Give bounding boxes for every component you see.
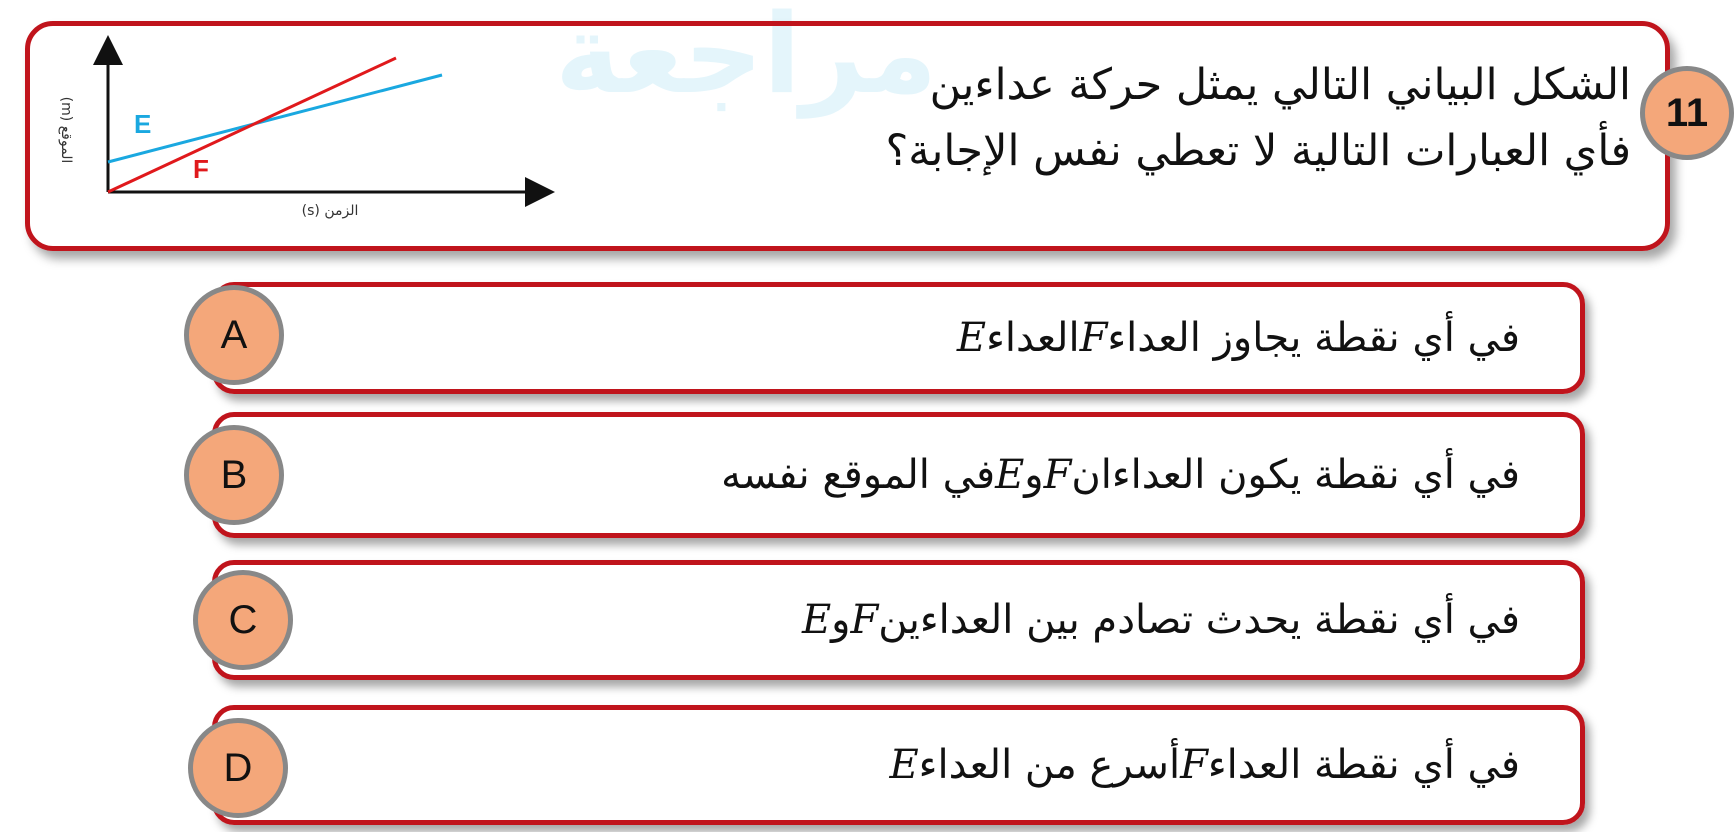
option-d-card[interactable]: [212, 705, 1585, 825]
option-d-letter-badge[interactable]: D: [188, 718, 288, 818]
series-f-label: F: [193, 154, 209, 184]
option-d-text: في أي نقطة العداء F أسرع من العداء E: [889, 742, 1520, 788]
question-text: [731, 52, 1631, 184]
option-a-card[interactable]: [212, 282, 1585, 394]
option-a-text: في أي نقطة يجاوز العداء F العداء E: [956, 315, 1520, 361]
x-axis-label: الزمن (s): [301, 203, 359, 219]
question-line-1: الشكل البياني التالي يمثل حركة عداءين: [929, 60, 1631, 110]
option-a-letter-badge[interactable]: A: [184, 285, 284, 385]
option-c-text: في أي نقطة يحدث تصادم بين العداءين F و E: [801, 597, 1520, 643]
question-line-2: فأي العبارات التالية لا تعطي نفس الإجابة؟: [885, 126, 1631, 176]
question-number-badge: 11: [1640, 66, 1734, 160]
option-b-card[interactable]: [212, 412, 1585, 538]
watermark-text: مراجعة: [555, 0, 938, 118]
position-time-graph: [30, 30, 570, 230]
option-b-text: في أي نقطة يكون العداءان F و E في الموقع نفسه: [721, 452, 1520, 498]
option-b-letter-badge[interactable]: B: [184, 425, 284, 525]
series-e-line: [108, 75, 442, 162]
option-c-letter-badge[interactable]: C: [193, 570, 293, 670]
option-c-card[interactable]: [212, 560, 1585, 680]
y-axis-label: الموقع (m): [58, 96, 74, 164]
series-e-label: E: [134, 109, 152, 139]
